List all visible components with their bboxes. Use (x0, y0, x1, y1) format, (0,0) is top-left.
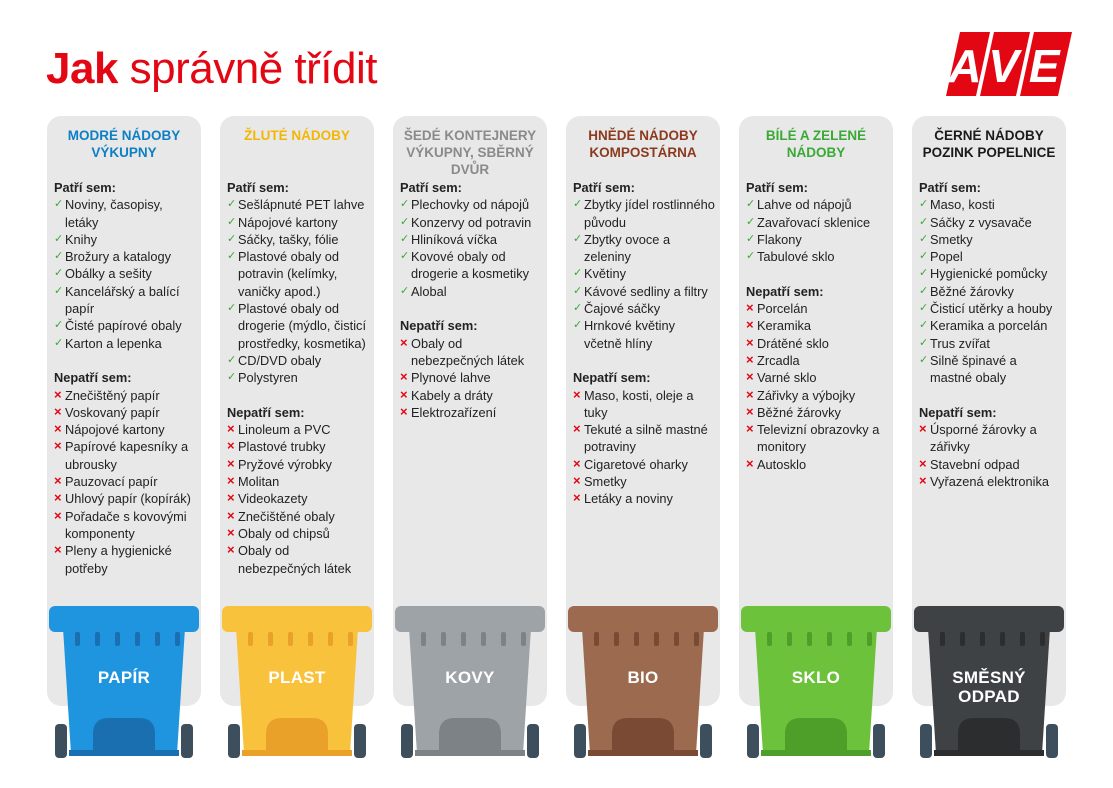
not-belongs-item: × Televizní obrazovky a monitory (746, 421, 889, 456)
belongs-item: ✓ Zbytky ovoce a zeleniny (573, 231, 716, 266)
not-belongs-list (54, 387, 197, 577)
not-belongs-item: × Běžné žárovky (746, 404, 889, 421)
bin-rib (674, 632, 679, 646)
column-heading-line: ŽLUTÉ NÁDOBY (244, 128, 350, 143)
bin-rib (980, 632, 985, 646)
bin-rib (268, 632, 273, 646)
not-belongs-item: × Molitan (227, 473, 370, 490)
belongs-item: ✓ Sešlápnuté PET lahve (227, 196, 370, 213)
belongs-item: ✓ Kancelářský a balící papír (54, 283, 197, 318)
not-belongs-item: × Pauzovací papír (54, 473, 197, 490)
column-heading-line: POZINK POPELNICE (922, 145, 1056, 160)
belongs-list (54, 196, 197, 352)
logo-text: AVE (948, 40, 1070, 92)
belongs-item: ✓ CD/DVD obaly (227, 352, 370, 369)
bin-label-line: SKLO (791, 668, 841, 687)
bin-rib (421, 632, 426, 646)
not-belongs-item: × Smetky (573, 473, 716, 490)
belongs-item: ✓ Čajové sáčky (573, 300, 716, 317)
not-belongs-item: × Plynové lahve (400, 369, 543, 386)
bin-base (415, 750, 525, 756)
column-heading (918, 127, 1060, 161)
section-spacer (227, 387, 370, 404)
not-belongs-item: × Nápojové kartony (54, 421, 197, 438)
bin-label-line: BIO (627, 668, 659, 687)
belongs-list (573, 196, 716, 352)
bin-rib (694, 632, 699, 646)
bin-rib (95, 632, 100, 646)
bin-rib (654, 632, 659, 646)
bin-wheel-left (574, 724, 586, 758)
bin-rib (1020, 632, 1025, 646)
not-belongs-item: × Porcelán (746, 300, 889, 317)
waste-bin (914, 606, 1064, 766)
bin-rib (1000, 632, 1005, 646)
not-belongs-item: × Kabely a dráty (400, 387, 543, 404)
column-heading-line: VÝKUPNY, SBĚRNÝ (406, 145, 534, 160)
not-belongs-item: × Uhlový papír (kopírák) (54, 490, 197, 507)
not-belongs-list (573, 387, 716, 508)
belongs-item: ✓ Noviny, časopisy, letáky (54, 196, 197, 231)
bin-rib (155, 632, 160, 646)
bin-wheel-right (181, 724, 193, 758)
bin-label-line: ODPAD (958, 687, 1020, 706)
belongs-item: ✓ Popel (919, 248, 1062, 265)
not-belongs-item: × Papírové kapesníky a ubrousky (54, 438, 197, 473)
column-rules (54, 179, 197, 577)
belongs-item: ✓ Maso, kosti (919, 196, 1062, 213)
belongs-item: ✓ Obálky a sešity (54, 265, 197, 282)
bin-wheel-right (354, 724, 366, 758)
bin-label-line: SMĚSNÝ (952, 668, 1026, 687)
bin-label-line: PAPÍR (97, 668, 151, 687)
belongs-item: ✓ Hliníková víčka (400, 231, 543, 248)
not-belongs-item: × Plastové trubky (227, 438, 370, 455)
bin-label-line: KOVY (445, 668, 495, 687)
bin-lid (568, 606, 718, 632)
bin-rib (461, 632, 466, 646)
bin-label (568, 668, 718, 687)
bin-rib (614, 632, 619, 646)
bin-base (588, 750, 698, 756)
not-belongs-list (227, 421, 370, 577)
bin-wheel-right (527, 724, 539, 758)
belongs-heading: Patří sem: (54, 180, 116, 195)
column-rules (919, 179, 1062, 490)
belongs-item: ✓ Brožury a katalogy (54, 248, 197, 265)
bin-rib (940, 632, 945, 646)
belongs-item: ✓ Kovové obaly od drogerie a kosmetiky (400, 248, 543, 283)
not-belongs-item: × Obaly od nebezpečných látek (400, 335, 543, 370)
waste-bin (395, 606, 545, 766)
belongs-item: ✓ Plechovky od nápojů (400, 196, 543, 213)
waste-bin (741, 606, 891, 766)
bin-lid (395, 606, 545, 632)
not-belongs-heading: Nepatří sem: (573, 370, 651, 386)
bin-rib (308, 632, 313, 646)
belongs-item: ✓ Alobal (400, 283, 543, 300)
not-belongs-item: × Elektrozařízení (400, 404, 543, 421)
bin-rib (807, 632, 812, 646)
bin-rib (767, 632, 772, 646)
not-belongs-item: × Letáky a noviny (573, 490, 716, 507)
belongs-item: ✓ Plastové obaly od potravin (kelímky, vaničky apod.) (227, 248, 370, 300)
bin-wheel-left (747, 724, 759, 758)
not-belongs-item: × Linoleum a PVC (227, 421, 370, 438)
bin-lid (49, 606, 199, 632)
waste-bin (49, 606, 199, 766)
bin-rib (1040, 632, 1045, 646)
column-heading-line: ŠEDÉ KONTEJNERY (403, 128, 537, 143)
bin-rib (634, 632, 639, 646)
bin-rib (787, 632, 792, 646)
not-belongs-list (919, 421, 1062, 490)
bin-wheel-right (873, 724, 885, 758)
bin-front-pedal (266, 718, 328, 754)
bin-rib (827, 632, 832, 646)
bin-wheel-left (401, 724, 413, 758)
bin-label (222, 668, 372, 687)
not-belongs-item: × Keramika (746, 317, 889, 334)
bin-label (49, 668, 199, 687)
column-rules (573, 179, 716, 508)
not-belongs-item: × Obaly od nebezpečných látek (227, 542, 370, 577)
column-heading (745, 127, 887, 161)
bin-rib (135, 632, 140, 646)
bin-rib (175, 632, 180, 646)
sorting-columns (47, 116, 1067, 676)
belongs-heading: Patří sem: (919, 180, 981, 195)
column-heading-line: NÁDOBY (786, 145, 846, 160)
belongs-item: ✓ Zbytky jídel rostlinného původu (573, 196, 716, 231)
column-rules (227, 179, 370, 577)
belongs-item: ✓ Polystyren (227, 369, 370, 386)
bin-rib (248, 632, 253, 646)
belongs-item: ✓ Sáčky, tašky, fólie (227, 231, 370, 248)
bin-front-pedal (785, 718, 847, 754)
bin-front-pedal (93, 718, 155, 754)
not-belongs-item: × Pryžové výrobky (227, 456, 370, 473)
column-heading (399, 127, 541, 178)
column-heading-line: MODRÉ NÁDOBY (67, 128, 181, 143)
bin-wheel-left (55, 724, 67, 758)
not-belongs-item: × Videokazety (227, 490, 370, 507)
bin-front-pedal (439, 718, 501, 754)
section-spacer (54, 352, 197, 369)
belongs-list (227, 196, 370, 386)
bin-rib (75, 632, 80, 646)
belongs-heading: Patří sem: (227, 180, 289, 195)
belongs-heading: Patří sem: (746, 180, 808, 195)
belongs-item: ✓ Kávové sedliny a filtry (573, 283, 716, 300)
belongs-list (746, 196, 889, 265)
bin-rib (288, 632, 293, 646)
belongs-list (919, 196, 1062, 386)
column-heading-line: KOMPOSTÁRNA (589, 145, 697, 160)
bin-rib (847, 632, 852, 646)
belongs-item: ✓ Plastové obaly od drogerie (mýdlo, čisticí prostředky, kosmetika) (227, 300, 370, 352)
bin-wheel-right (700, 724, 712, 758)
not-belongs-item: × Tekuté a silně mastné potraviny (573, 421, 716, 456)
bin-rib (328, 632, 333, 646)
bin-rib (441, 632, 446, 646)
column-heading (53, 127, 195, 161)
not-belongs-item: × Stavební odpad (919, 456, 1062, 473)
bin-base (69, 750, 179, 756)
bin-rib (501, 632, 506, 646)
bin-base (761, 750, 871, 756)
column-rules (400, 179, 543, 421)
belongs-item: ✓ Tabulové sklo (746, 248, 889, 265)
not-belongs-item: × Pořadače s kovovými komponenty (54, 508, 197, 543)
section-spacer (400, 300, 543, 317)
column-heading (572, 127, 714, 161)
belongs-item: ✓ Trus zvířat (919, 335, 1062, 352)
bin-base (242, 750, 352, 756)
belongs-item: ✓ Hrnkové květiny včetně hlíny (573, 317, 716, 352)
column-heading-line: BÍLÉ A ZELENÉ (765, 128, 867, 143)
bin-rib (115, 632, 120, 646)
waste-bin (568, 606, 718, 766)
not-belongs-item: × Vyřazená elektronika (919, 473, 1062, 490)
bin-rib (867, 632, 872, 646)
bin-label (914, 668, 1064, 706)
not-belongs-heading: Nepatří sem: (54, 370, 132, 386)
bin-lid (222, 606, 372, 632)
bin-front-pedal (958, 718, 1020, 754)
not-belongs-heading: Nepatří sem: (227, 404, 305, 420)
belongs-item: ✓ Sáčky z vysavače (919, 214, 1062, 231)
belongs-item: ✓ Flakony (746, 231, 889, 248)
bin-base (934, 750, 1044, 756)
not-belongs-item: × Znečištěný papír (54, 387, 197, 404)
not-belongs-item: × Pleny a hygienické potřeby (54, 542, 197, 577)
bin-rib (348, 632, 353, 646)
not-belongs-item: × Varné sklo (746, 369, 889, 386)
bin-label (741, 668, 891, 687)
not-belongs-list (746, 300, 889, 473)
bin-lid (741, 606, 891, 632)
bin-rib (594, 632, 599, 646)
not-belongs-item: × Drátěné sklo (746, 335, 889, 352)
belongs-item: ✓ Keramika a porcelán (919, 317, 1062, 334)
belongs-item: ✓ Lahve od nápojů (746, 196, 889, 213)
not-belongs-item: × Autosklo (746, 456, 889, 473)
column-heading-line: ČERNÉ NÁDOBY (934, 128, 1044, 143)
belongs-item: ✓ Čisticí utěrky a houby (919, 300, 1062, 317)
belongs-list (400, 196, 543, 300)
not-belongs-item: × Úsporné žárovky a zářivky (919, 421, 1062, 456)
belongs-heading: Patří sem: (400, 180, 462, 195)
section-spacer (919, 387, 1062, 404)
belongs-item: ✓ Nápojové kartony (227, 214, 370, 231)
bin-wheel-left (228, 724, 240, 758)
column-heading-line: VÝKUPNY (91, 145, 157, 160)
ave-logo (946, 32, 1072, 96)
section-spacer (746, 265, 889, 282)
belongs-item: ✓ Hygienické pomůcky (919, 265, 1062, 282)
not-belongs-item: × Zrcadla (746, 352, 889, 369)
column-heading-line: HNĚDÉ NÁDOBY (588, 128, 698, 143)
bin-label-line: PLAST (268, 668, 326, 687)
belongs-item: ✓ Karton a lepenka (54, 335, 197, 352)
not-belongs-item: × Cigaretové oharky (573, 456, 716, 473)
section-spacer (573, 352, 716, 369)
not-belongs-list (400, 335, 543, 421)
belongs-item: ✓ Čisté papírové obaly (54, 317, 197, 334)
belongs-item: ✓ Knihy (54, 231, 197, 248)
column-heading (226, 127, 368, 144)
not-belongs-heading: Nepatří sem: (400, 318, 478, 334)
waste-bin (222, 606, 372, 766)
bin-rib (960, 632, 965, 646)
not-belongs-item: × Znečištěné obaly (227, 508, 370, 525)
bin-wheel-right (1046, 724, 1058, 758)
bin-rib (481, 632, 486, 646)
belongs-item: ✓ Zavařovací sklenice (746, 214, 889, 231)
not-belongs-item: × Zářivky a výbojky (746, 387, 889, 404)
not-belongs-heading: Nepatří sem: (919, 404, 997, 420)
bin-lid (914, 606, 1064, 632)
belongs-item: ✓ Smetky (919, 231, 1062, 248)
not-belongs-heading: Nepatří sem: (746, 283, 824, 299)
page-title (46, 42, 377, 96)
bin-rib (521, 632, 526, 646)
belongs-item: ✓ Silně špinavé a mastné obaly (919, 352, 1062, 387)
bin-wheel-left (920, 724, 932, 758)
belongs-item: ✓ Květiny (573, 265, 716, 282)
bin-label (395, 668, 545, 687)
belongs-item: ✓ Konzervy od potravin (400, 214, 543, 231)
column-heading-line: DVŮR (450, 162, 490, 177)
bin-front-pedal (612, 718, 674, 754)
column-rules (746, 179, 889, 473)
not-belongs-item: × Voskovaný papír (54, 404, 197, 421)
not-belongs-item: × Maso, kosti, oleje a tuky (573, 387, 716, 422)
page-title-bold: Jak (46, 44, 118, 93)
not-belongs-item: × Obaly od chipsů (227, 525, 370, 542)
belongs-item: ✓ Běžné žárovky (919, 283, 1062, 300)
belongs-heading: Patří sem: (573, 180, 635, 195)
page-title-rest: správně třídit (117, 44, 377, 93)
